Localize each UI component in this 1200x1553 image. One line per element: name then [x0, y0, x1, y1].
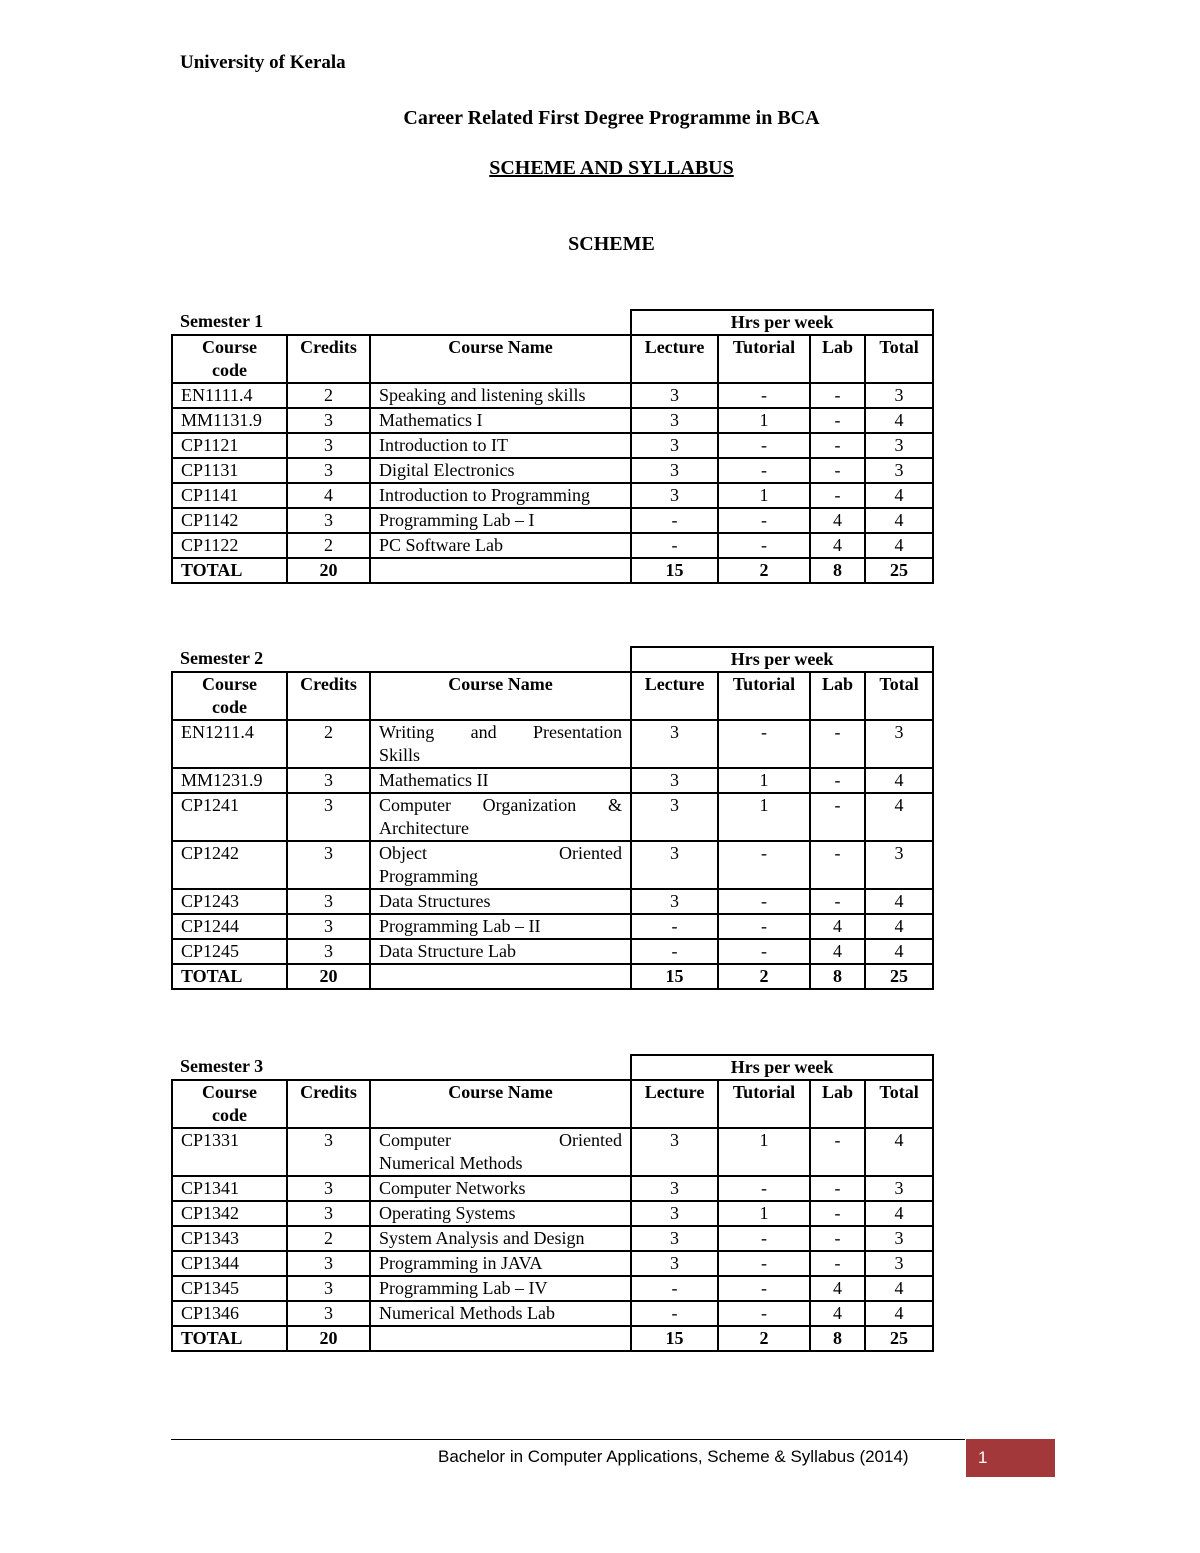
total-cell: 3 [865, 433, 933, 458]
col-course-name: Course Name [370, 1080, 631, 1128]
tutorial-cell: 1 [718, 408, 810, 433]
total-cell: 4 [865, 914, 933, 939]
tutorial-cell: - [718, 889, 810, 914]
table-row [172, 1128, 933, 1176]
hrs-per-week-header: Hrs per week [631, 310, 933, 335]
credits-cell: 3 [287, 889, 370, 914]
total-row [172, 558, 933, 583]
credits-cell: 3 [287, 408, 370, 433]
course-code-cell: CP1344 [172, 1251, 287, 1276]
total-cell: 4 [865, 1128, 933, 1176]
tutorial-cell: - [718, 720, 810, 768]
total-tutorial: 2 [718, 1326, 810, 1351]
table-row [172, 939, 933, 964]
lab-cell: - [810, 793, 865, 841]
course-code-cell: CP1241 [172, 793, 287, 841]
course-code-cell: CP1343 [172, 1226, 287, 1251]
lecture-cell: 3 [631, 768, 718, 793]
course-code-cell: MM1131.9 [172, 408, 287, 433]
total-cell: 4 [865, 483, 933, 508]
total-blank-cell [370, 1326, 631, 1351]
course-name-line2: Skills [379, 745, 421, 765]
course-name-cell: Mathematics I [370, 408, 631, 433]
lecture-cell: - [631, 1276, 718, 1301]
course-code-cell: CP1345 [172, 1276, 287, 1301]
course-name-cell: Programming Lab – II [370, 914, 631, 939]
table-row [172, 768, 933, 793]
credits-cell: 3 [287, 793, 370, 841]
course-code-cell: CP1121 [172, 433, 287, 458]
tutorial-cell: - [718, 383, 810, 408]
col-tutorial: Tutorial [718, 672, 810, 720]
col-lecture: Lecture [631, 1080, 718, 1128]
credits-cell: 3 [287, 508, 370, 533]
total-cell: 3 [865, 383, 933, 408]
lab-cell: - [810, 1251, 865, 1276]
tutorial-cell: 1 [718, 793, 810, 841]
semester-label: Semester 3 [180, 1056, 264, 1076]
credits-cell: 3 [287, 1176, 370, 1201]
tutorial-cell: - [718, 1301, 810, 1326]
total-cell: 4 [865, 793, 933, 841]
course-name-line2: Architecture [379, 818, 469, 838]
credits-cell: 2 [287, 383, 370, 408]
lecture-cell: - [631, 533, 718, 558]
total-cell: 4 [865, 533, 933, 558]
lab-cell: - [810, 1176, 865, 1201]
course-name-cell: Data Structures [370, 889, 631, 914]
lab-cell: - [810, 841, 865, 889]
credits-cell: 3 [287, 458, 370, 483]
course-code-cell: MM1231.9 [172, 768, 287, 793]
table-row [172, 1226, 933, 1251]
course-code-cell: CP1331 [172, 1128, 287, 1176]
course-name-word: Computer [379, 795, 451, 815]
col-course-code-line1: Course [202, 337, 257, 357]
lecture-cell: 3 [631, 383, 718, 408]
course-code-cell: EN1211.4 [172, 720, 287, 768]
total-label: TOTAL [172, 558, 287, 583]
course-name-cell: Digital Electronics [370, 458, 631, 483]
semester-3-table [171, 1054, 934, 1352]
total-lecture: 15 [631, 558, 718, 583]
table-row [172, 508, 933, 533]
course-name-cell [370, 793, 631, 841]
table-row [172, 841, 933, 889]
total-cell: 3 [865, 841, 933, 889]
hrs-per-week-header: Hrs per week [631, 1055, 933, 1080]
course-name-cell: Programming Lab – I [370, 508, 631, 533]
course-name-cell [370, 720, 631, 768]
lab-cell: - [810, 483, 865, 508]
course-code-cell: CP1141 [172, 483, 287, 508]
total-cell: 3 [865, 1251, 933, 1276]
col-lab: Lab [810, 1080, 865, 1128]
credits-cell: 3 [287, 1128, 370, 1176]
credits-cell: 3 [287, 1251, 370, 1276]
col-credits: Credits [287, 672, 370, 720]
hrs-per-week-header: Hrs per week [631, 647, 933, 672]
course-name-word: Computer [379, 1130, 451, 1150]
table-row [172, 1276, 933, 1301]
total-lecture: 15 [631, 964, 718, 989]
credits-cell: 2 [287, 720, 370, 768]
credits-cell: 4 [287, 483, 370, 508]
table-row [172, 383, 933, 408]
total-cell: 4 [865, 408, 933, 433]
course-name-word: Oriented [559, 1130, 623, 1150]
col-course-code-line2: code [212, 697, 247, 717]
total-cell: 3 [865, 458, 933, 483]
course-name-cell [370, 1128, 631, 1176]
course-name-word: Presentation [533, 722, 622, 742]
col-course-code [172, 1080, 287, 1128]
course-name-word: Object [379, 843, 427, 863]
col-total: Total [865, 335, 933, 383]
total-cell: 4 [865, 768, 933, 793]
col-course-name: Course Name [370, 672, 631, 720]
lab-cell: - [810, 1226, 865, 1251]
total-blank-cell [370, 964, 631, 989]
total-cell: 4 [865, 508, 933, 533]
credits-cell: 3 [287, 433, 370, 458]
col-course-code [172, 335, 287, 383]
lecture-cell: 3 [631, 1251, 718, 1276]
credits-cell: 3 [287, 841, 370, 889]
semester-1-table [171, 309, 934, 584]
lab-cell: 4 [810, 1276, 865, 1301]
total-lab: 8 [810, 964, 865, 989]
lecture-cell: 3 [631, 841, 718, 889]
total-cell: 4 [865, 939, 933, 964]
lab-cell: - [810, 433, 865, 458]
course-name-cell: Data Structure Lab [370, 939, 631, 964]
total-hours: 25 [865, 964, 933, 989]
tutorial-cell: - [718, 914, 810, 939]
university-name: University of Kerala [180, 52, 346, 73]
table-row [172, 483, 933, 508]
col-course-name: Course Name [370, 335, 631, 383]
course-name-cell: System Analysis and Design [370, 1226, 631, 1251]
total-hours: 25 [865, 1326, 933, 1351]
course-name-cell: PC Software Lab [370, 533, 631, 558]
lab-cell: - [810, 889, 865, 914]
col-credits: Credits [287, 1080, 370, 1128]
total-row [172, 964, 933, 989]
table-row [172, 1176, 933, 1201]
semester-label: Semester 1 [180, 311, 264, 331]
tutorial-cell: 1 [718, 1201, 810, 1226]
scheme-heading: SCHEME [568, 233, 655, 255]
course-code-cell: CP1142 [172, 508, 287, 533]
course-name-cell: Speaking and listening skills [370, 383, 631, 408]
table-row [172, 1201, 933, 1226]
course-code-cell: CP1243 [172, 889, 287, 914]
lab-cell: - [810, 1128, 865, 1176]
col-total: Total [865, 672, 933, 720]
lab-cell: - [810, 408, 865, 433]
course-name-cell: Numerical Methods Lab [370, 1301, 631, 1326]
lecture-cell: 3 [631, 483, 718, 508]
col-course-code-line1: Course [202, 1082, 257, 1102]
total-cell: 3 [865, 1226, 933, 1251]
scheme-syllabus-title: SCHEME AND SYLLABUS [489, 157, 734, 179]
tutorial-cell: 1 [718, 1128, 810, 1176]
lab-cell: 4 [810, 914, 865, 939]
tutorial-cell: - [718, 1251, 810, 1276]
credits-cell: 2 [287, 533, 370, 558]
lab-cell: - [810, 720, 865, 768]
col-tutorial: Tutorial [718, 1080, 810, 1128]
credits-cell: 3 [287, 1301, 370, 1326]
lab-cell: - [810, 383, 865, 408]
total-hours: 25 [865, 558, 933, 583]
course-name-cell: Introduction to Programming [370, 483, 631, 508]
total-cell: 3 [865, 1176, 933, 1201]
total-tutorial: 2 [718, 558, 810, 583]
table-row [172, 889, 933, 914]
programme-title: Career Related First Degree Programme in BCA [403, 107, 820, 129]
course-name-cell: Computer Networks [370, 1176, 631, 1201]
total-credits: 20 [287, 558, 370, 583]
credits-cell: 3 [287, 939, 370, 964]
page-number-box [966, 1439, 1055, 1477]
course-name-word: and [470, 722, 497, 742]
credits-cell: 3 [287, 914, 370, 939]
col-course-code-line2: code [212, 360, 247, 380]
total-credits: 20 [287, 964, 370, 989]
course-code-cell: CP1242 [172, 841, 287, 889]
total-blank-cell [370, 558, 631, 583]
table-row [172, 433, 933, 458]
course-name-word: Writing [379, 722, 435, 742]
footer-text: Bachelor in Computer Applications, Scheme & Syllabus (2014) [438, 1447, 909, 1466]
course-code-cell: CP1341 [172, 1176, 287, 1201]
col-lecture: Lecture [631, 335, 718, 383]
footer-divider [171, 1439, 965, 1440]
table-row [172, 1251, 933, 1276]
lab-cell: 4 [810, 533, 865, 558]
course-name-line1 [379, 721, 622, 744]
course-code-cell: CP1245 [172, 939, 287, 964]
lab-cell: - [810, 768, 865, 793]
course-name-line2: Numerical Methods [379, 1153, 523, 1173]
total-cell: 3 [865, 720, 933, 768]
credits-cell: 2 [287, 1226, 370, 1251]
course-name-cell: Programming Lab – IV [370, 1276, 631, 1301]
lecture-cell: 3 [631, 1128, 718, 1176]
col-course-code-line2: code [212, 1105, 247, 1125]
page-number: 1 [978, 1448, 988, 1467]
lecture-cell: 3 [631, 458, 718, 483]
lecture-cell: 3 [631, 889, 718, 914]
table-row [172, 533, 933, 558]
total-lecture: 15 [631, 1326, 718, 1351]
course-name-word: & [607, 795, 622, 815]
table-row [172, 793, 933, 841]
lecture-cell: 3 [631, 793, 718, 841]
total-cell: 4 [865, 1301, 933, 1326]
lab-cell: 4 [810, 939, 865, 964]
lab-cell: 4 [810, 1301, 865, 1326]
lecture-cell: 3 [631, 1226, 718, 1251]
credits-cell: 3 [287, 768, 370, 793]
total-label: TOTAL [172, 1326, 287, 1351]
col-tutorial: Tutorial [718, 335, 810, 383]
lecture-cell: - [631, 1301, 718, 1326]
total-lab: 8 [810, 1326, 865, 1351]
col-total: Total [865, 1080, 933, 1128]
tutorial-cell: - [718, 1276, 810, 1301]
table-row [172, 408, 933, 433]
lab-cell: 4 [810, 508, 865, 533]
semester-2-table [171, 646, 934, 990]
lecture-cell: 3 [631, 408, 718, 433]
tutorial-cell: - [718, 1176, 810, 1201]
course-name-line2: Programming [379, 866, 478, 886]
course-name-cell: Programming in JAVA [370, 1251, 631, 1276]
table-row [172, 458, 933, 483]
tutorial-cell: 1 [718, 768, 810, 793]
lecture-cell: 3 [631, 720, 718, 768]
tutorial-cell: - [718, 939, 810, 964]
lecture-cell: 3 [631, 433, 718, 458]
course-code-cell: CP1244 [172, 914, 287, 939]
total-tutorial: 2 [718, 964, 810, 989]
col-course-code [172, 672, 287, 720]
lab-cell: - [810, 458, 865, 483]
semester-label: Semester 2 [180, 648, 264, 668]
col-credits: Credits [287, 335, 370, 383]
total-row [172, 1326, 933, 1351]
lecture-cell: - [631, 508, 718, 533]
total-lab: 8 [810, 558, 865, 583]
tutorial-cell: - [718, 508, 810, 533]
course-name-cell [370, 841, 631, 889]
col-lecture: Lecture [631, 672, 718, 720]
course-name-line1 [379, 842, 622, 865]
tutorial-cell: - [718, 458, 810, 483]
total-label: TOTAL [172, 964, 287, 989]
col-lab: Lab [810, 335, 865, 383]
credits-cell: 3 [287, 1276, 370, 1301]
tutorial-cell: - [718, 533, 810, 558]
col-lab: Lab [810, 672, 865, 720]
course-name-cell: Mathematics II [370, 768, 631, 793]
total-cell: 4 [865, 1201, 933, 1226]
course-name-cell: Operating Systems [370, 1201, 631, 1226]
total-credits: 20 [287, 1326, 370, 1351]
table-row [172, 914, 933, 939]
course-name-word: Oriented [559, 843, 623, 863]
course-code-cell: EN1111.4 [172, 383, 287, 408]
tutorial-cell: - [718, 841, 810, 889]
course-code-cell: CP1342 [172, 1201, 287, 1226]
col-course-code-line1: Course [202, 674, 257, 694]
lecture-cell: - [631, 914, 718, 939]
course-code-cell: CP1131 [172, 458, 287, 483]
lab-cell: - [810, 1201, 865, 1226]
tutorial-cell: - [718, 433, 810, 458]
lecture-cell: 3 [631, 1176, 718, 1201]
course-name-line1 [379, 794, 622, 817]
table-row [172, 1301, 933, 1326]
total-cell: 4 [865, 889, 933, 914]
tutorial-cell: - [718, 1226, 810, 1251]
course-name-word: Organization [482, 795, 577, 815]
tutorial-cell: 1 [718, 483, 810, 508]
total-cell: 4 [865, 1276, 933, 1301]
table-row [172, 720, 933, 768]
lecture-cell: - [631, 939, 718, 964]
course-code-cell: CP1122 [172, 533, 287, 558]
credits-cell: 3 [287, 1201, 370, 1226]
course-name-line1 [379, 1129, 622, 1152]
lecture-cell: 3 [631, 1201, 718, 1226]
course-code-cell: CP1346 [172, 1301, 287, 1326]
course-name-cell: Introduction to IT [370, 433, 631, 458]
